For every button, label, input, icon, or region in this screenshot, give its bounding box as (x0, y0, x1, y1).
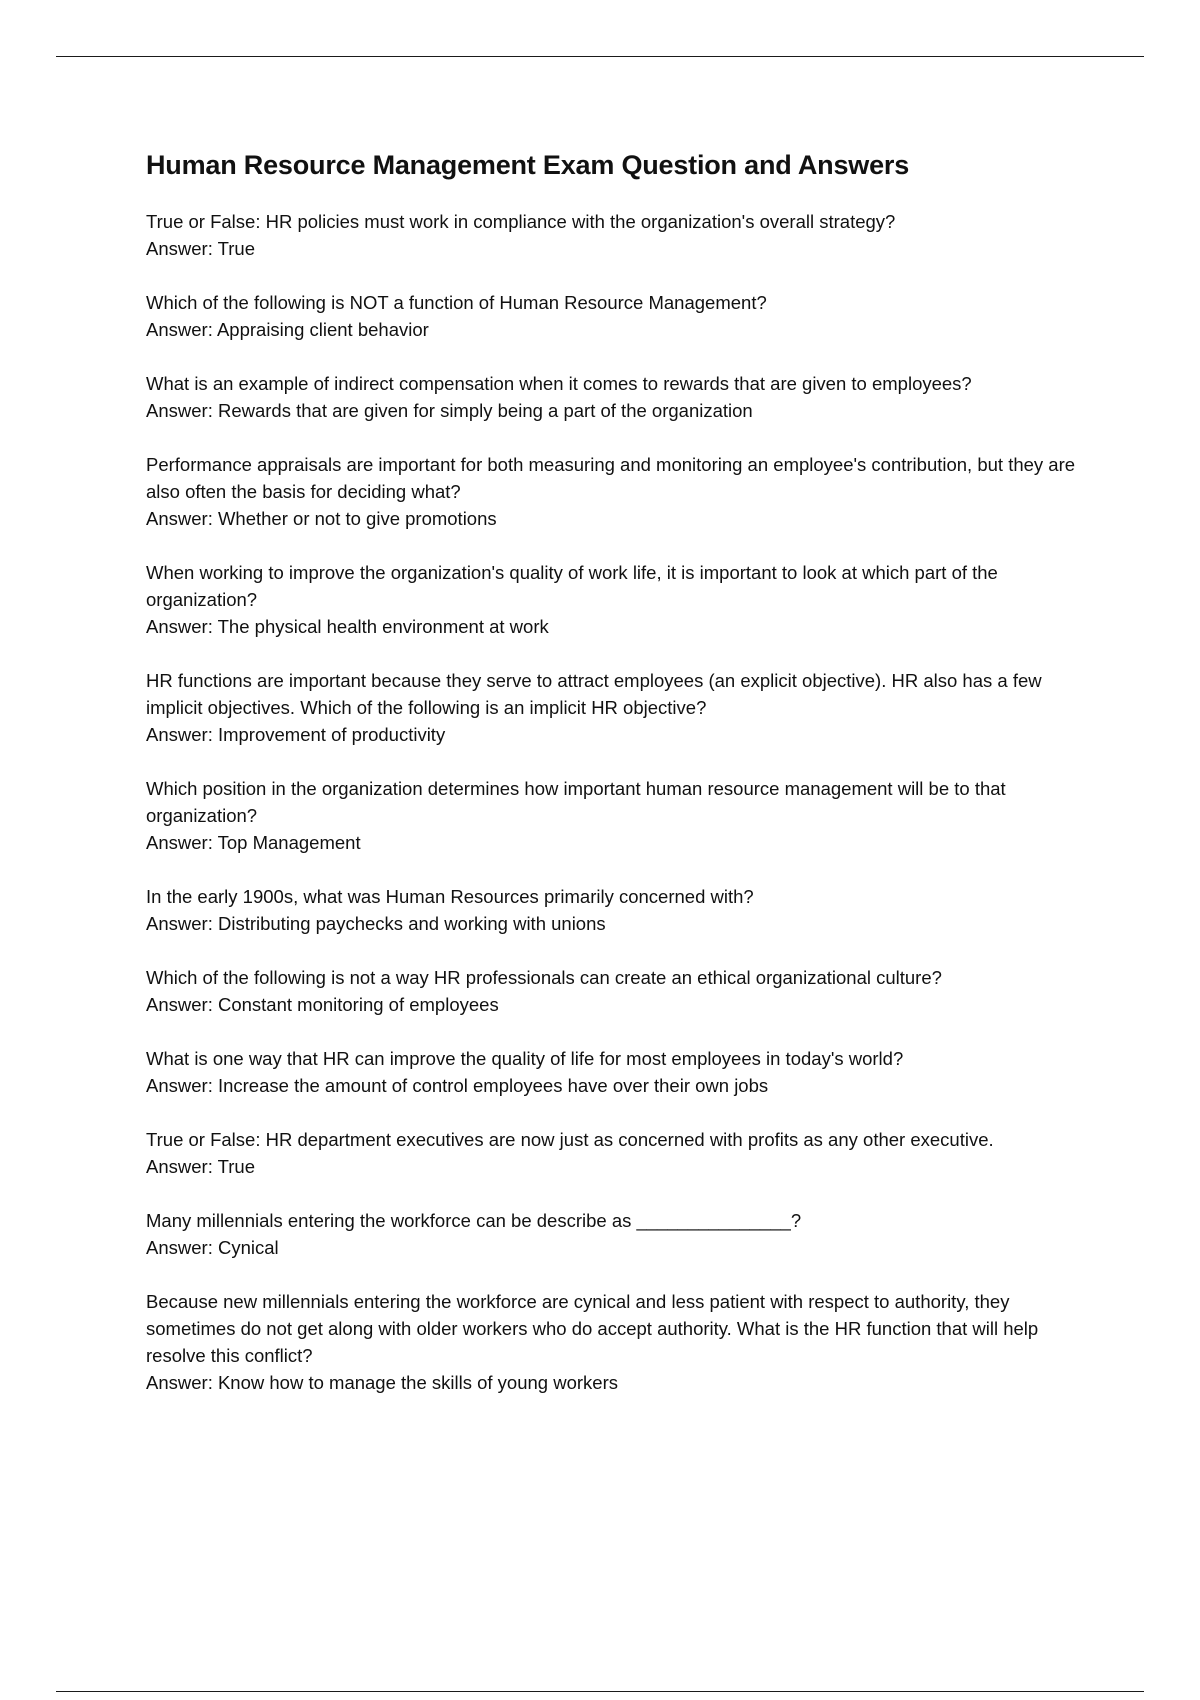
qa-item (146, 208, 1096, 262)
qa-item (146, 1288, 1096, 1396)
question-text: Because new millennials entering the workforce are cynical and less patient with respect to authority, they sometimes do not get along with older workers who do accept authority. What is the HR function that will help resolve this conflict? (146, 1291, 1039, 1366)
question-text: When working to improve the organization's quality of work life, it is important to look at which part of the organization? (146, 562, 998, 610)
footer-rule (56, 1691, 1144, 1692)
answer-text: Answer: Know how to manage the skills of young workers (146, 1372, 618, 1393)
question-text: True or False: HR department executives are now just as concerned with profits as any other executive. (146, 1129, 994, 1150)
answer-text: Answer: Whether or not to give promotions (146, 508, 497, 529)
answer-text: Answer: Top Management (146, 832, 361, 853)
answer-text: Answer: The physical health environment at work (146, 616, 549, 637)
answer-text: Answer: True (146, 238, 255, 259)
answer-text: Answer: Improvement of productivity (146, 724, 446, 745)
question-text: What is an example of indirect compensation when it comes to rewards that are given to employees? (146, 373, 972, 394)
qa-item (146, 559, 1096, 640)
question-text: What is one way that HR can improve the quality of life for most employees in today's world? (146, 1048, 904, 1069)
question-text: Which position in the organization determines how important human resource management will be to that organization? (146, 778, 1006, 826)
qa-item (146, 964, 1096, 1018)
question-text: HR functions are important because they serve to attract employees (an explicit objective). HR also has a few implicit objectives. Which of the following is an implicit HR objective? (146, 670, 1042, 718)
answer-text: Answer: Constant monitoring of employees (146, 994, 499, 1015)
qa-item (146, 775, 1096, 856)
question-text: In the early 1900s, what was Human Resources primarily concerned with? (146, 886, 754, 907)
question-text: Which of the following is not a way HR professionals can create an ethical organizational culture? (146, 967, 942, 988)
answer-text: Answer: True (146, 1156, 255, 1177)
question-text: Many millennials entering the workforce can be describe as _______________? (146, 1210, 802, 1231)
qa-item (146, 370, 1096, 424)
answer-text: Answer: Increase the amount of control employees have over their own jobs (146, 1075, 769, 1096)
answer-text: Answer: Rewards that are given for simply being a part of the organization (146, 400, 753, 421)
qa-item (146, 1126, 1096, 1180)
question-text: Which of the following is NOT a function of Human Resource Management? (146, 292, 767, 313)
qa-item (146, 1045, 1096, 1099)
answer-text: Answer: Cynical (146, 1237, 279, 1258)
answer-text: Answer: Appraising client behavior (146, 319, 429, 340)
qa-item (146, 883, 1096, 937)
answer-text: Answer: Distributing paychecks and working with unions (146, 913, 606, 934)
qa-item (146, 667, 1096, 748)
header-rule (56, 56, 1144, 57)
qa-item (146, 451, 1096, 532)
qa-item (146, 289, 1096, 343)
qa-item (146, 1207, 1096, 1261)
question-text: True or False: HR policies must work in compliance with the organization's overall strategy? (146, 211, 896, 232)
question-text: Performance appraisals are important for both measuring and monitoring an employee's contribution, but they are also often the basis for deciding what? (146, 454, 1076, 502)
document-content (146, 148, 1096, 1423)
page-title: Human Resource Management Exam Question and Answers (146, 150, 910, 180)
